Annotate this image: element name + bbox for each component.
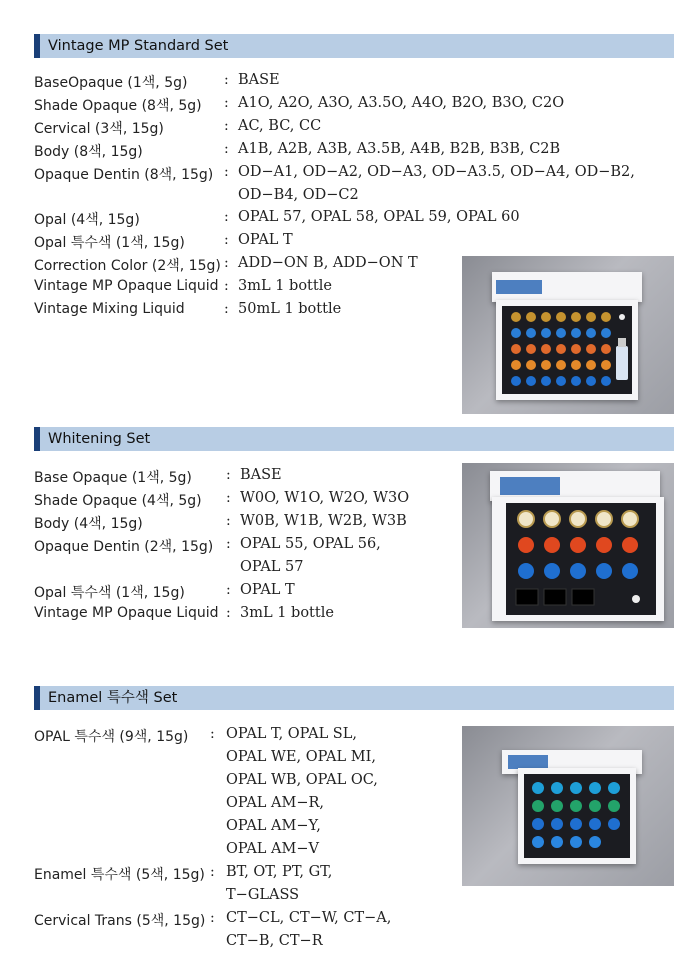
colon: : — [224, 232, 229, 248]
spec-label: Body (8색, 15g) — [34, 144, 143, 160]
colon: : — [224, 209, 229, 225]
colon: : — [224, 141, 229, 157]
spec-value: OD−A1, OD−A2, OD−A3, OD−A3.5, OD−A4, OD−B2, — [238, 164, 635, 180]
colon: : — [226, 536, 231, 552]
spec-value: W0B, W1B, W2B, W3B — [240, 513, 407, 529]
section-title: Enamel 특수색 Set — [48, 690, 178, 706]
spec-value-cont: OPAL 57 — [240, 559, 304, 575]
lid-label — [500, 477, 560, 495]
section-header — [34, 34, 674, 58]
colon: : — [224, 164, 229, 180]
colon: : — [224, 255, 229, 271]
spec-label: Vintage MP Opaque Liquid — [34, 278, 219, 294]
spec-value: AC, BC, CC — [238, 118, 322, 134]
spec-value-cont: OPAL WB, OPAL OC, — [226, 772, 378, 788]
spec-label: Opal 특수색 (1색, 15g) — [34, 585, 185, 601]
spec-value: A1B, A2B, A3B, A3.5B, A4B, B2B, B3B, C2B — [238, 141, 561, 157]
spec-value: W0O, W1O, W2O, W3O — [240, 490, 410, 506]
standard-set-product-photo — [462, 256, 674, 414]
spec-value: OPAL T — [238, 232, 293, 248]
section-title: Whitening Set — [48, 431, 151, 447]
colon: : — [224, 118, 229, 134]
spec-label: Opal 특수색 (1색, 15g) — [34, 235, 185, 251]
spec-label: Cervical (3색, 15g) — [34, 121, 164, 137]
whitening-set-product-photo — [462, 463, 674, 628]
colon: : — [224, 72, 229, 88]
box-base — [518, 768, 636, 864]
spec-value: OPAL T, OPAL SL, — [226, 726, 357, 742]
spec-value: 50mL 1 bottle — [238, 301, 342, 317]
spec-label: BaseOpaque (1색, 5g) — [34, 75, 188, 91]
colon: : — [226, 490, 231, 506]
section-header — [34, 686, 674, 710]
spec-value: 3mL 1 bottle — [238, 278, 332, 294]
spec-value: OPAL 55, OPAL 56, — [240, 536, 381, 552]
spec-label: Shade Opaque (8색, 5g) — [34, 98, 202, 114]
lid-label — [496, 280, 542, 294]
spec-value: A1O, A2O, A3O, A3.5O, A4O, B2O, B3O, C2O — [238, 95, 565, 111]
spec-label: Correction Color (2색, 15g) — [34, 258, 221, 274]
spec-value: BASE — [238, 72, 280, 88]
spec-value-cont: CT−B, CT−R — [226, 933, 323, 949]
spec-value: ADD−ON B, ADD−ON T — [238, 255, 418, 271]
colon: : — [210, 864, 215, 880]
spec-value-cont: OPAL AM−V — [226, 841, 319, 857]
header-accent — [34, 34, 40, 58]
spec-label: Vintage Mixing Liquid — [34, 301, 185, 317]
enamel-set-product-photo — [462, 726, 674, 886]
spec-value-cont: OPAL WE, OPAL MI, — [226, 749, 376, 765]
spec-label: Vintage MP Opaque Liquid — [34, 605, 219, 621]
colon: : — [210, 910, 215, 926]
spec-label: Opaque Dentin (8색, 15g) — [34, 167, 214, 183]
jars-graphic — [524, 774, 630, 858]
colon: : — [226, 582, 231, 598]
jars-graphic — [502, 306, 632, 394]
spec-label: Opal (4색, 15g) — [34, 212, 140, 228]
spec-label: Enamel 특수색 (5색, 15g) — [34, 867, 205, 883]
header-accent — [34, 427, 40, 451]
colon: : — [226, 513, 231, 529]
colon: : — [224, 95, 229, 111]
colon: : — [210, 726, 215, 742]
spec-label: OPAL 특수색 (9색, 15g) — [34, 729, 189, 745]
lid-label — [508, 755, 548, 769]
section-title: Vintage MP Standard Set — [48, 38, 229, 54]
spec-label: Body (4색, 15g) — [34, 516, 143, 532]
jars-graphic — [506, 503, 656, 615]
spec-value: 3mL 1 bottle — [240, 605, 334, 621]
header-accent — [34, 686, 40, 710]
spec-value: OPAL 57, OPAL 58, OPAL 59, OPAL 60 — [238, 209, 520, 225]
spec-label: Opaque Dentin (2색, 15g) — [34, 539, 214, 555]
spec-label: Shade Opaque (4색, 5g) — [34, 493, 202, 509]
spec-value-cont: OD−B4, OD−C2 — [238, 187, 359, 203]
spec-value-cont: T−GLASS — [226, 887, 300, 903]
spec-value: OPAL T — [240, 582, 295, 598]
colon: : — [226, 467, 231, 483]
spec-label: Base Opaque (1색, 5g) — [34, 470, 192, 486]
section-header — [34, 427, 674, 451]
spec-value: BASE — [240, 467, 282, 483]
box-base — [496, 300, 638, 400]
spec-value-cont: OPAL AM−Y, — [226, 818, 321, 834]
jar-tray — [506, 503, 656, 615]
spec-value: BT, OT, PT, GT, — [226, 864, 333, 880]
jar-tray — [524, 774, 630, 858]
spec-value: CT−CL, CT−W, CT−A, — [226, 910, 392, 926]
box-base — [492, 497, 664, 621]
spec-value-cont: OPAL AM−R, — [226, 795, 325, 811]
jar-tray — [502, 306, 632, 394]
colon: : — [224, 301, 229, 317]
spec-label: Cervical Trans (5색, 15g) — [34, 913, 206, 929]
colon: : — [224, 278, 229, 294]
colon: : — [226, 605, 231, 621]
box-lid — [492, 272, 642, 302]
